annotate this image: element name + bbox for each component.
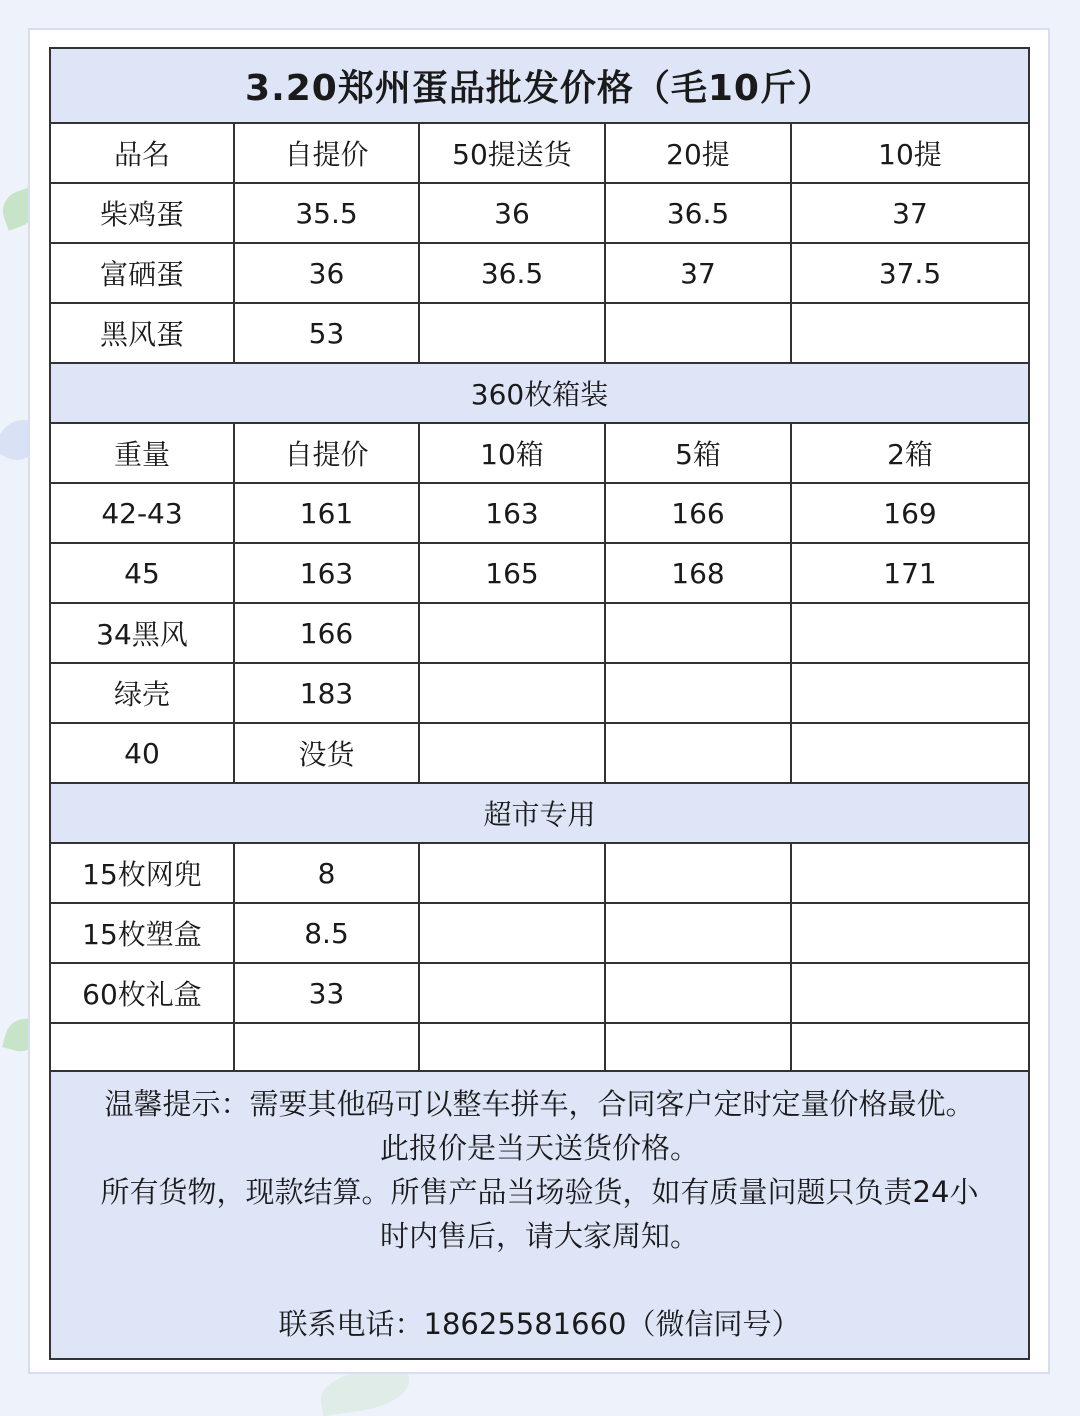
price-cell: 36.5 xyxy=(420,244,606,302)
price-cell xyxy=(420,904,606,962)
price-cell: 8.5 xyxy=(235,904,420,962)
price-cell xyxy=(420,964,606,1022)
header-cell: 品名 xyxy=(51,124,235,182)
header-cell: 10提 xyxy=(878,138,942,171)
price-cell xyxy=(606,604,792,662)
price-cell: 36.5 xyxy=(606,184,792,242)
header-cell: 20提 xyxy=(606,124,792,182)
price-sheet xyxy=(49,47,1030,1360)
header-cell: 10箱 xyxy=(420,424,606,482)
price-cell xyxy=(420,664,606,722)
price-cell: 35.5 xyxy=(235,184,420,242)
table2-header-row xyxy=(51,424,1028,484)
price-cell: 166 xyxy=(606,484,792,542)
price-cell xyxy=(792,304,1028,362)
table-row xyxy=(51,964,1028,1024)
product-name-cell: 富硒蛋 xyxy=(51,244,235,302)
header-cell: 2箱 xyxy=(887,438,933,471)
price-cell: 161 xyxy=(235,484,420,542)
notes-line: 所有货物，现款结算。所售产品当场验货，如有质量问题只负责24小 xyxy=(100,1175,979,1209)
price-cell xyxy=(606,664,792,722)
price-cell xyxy=(420,304,606,362)
weight-cell: 34黑风 xyxy=(51,604,235,662)
price-cell: 36 xyxy=(235,244,420,302)
table-row xyxy=(51,184,1028,244)
price-cell: 8 xyxy=(235,844,420,902)
price-cell: 37 xyxy=(892,196,928,230)
weight-cell: 45 xyxy=(51,544,235,602)
price-cell: 165 xyxy=(420,544,606,602)
table1-header-row xyxy=(51,124,1028,184)
price-cell: 没货 xyxy=(235,724,420,782)
table-row xyxy=(51,244,1028,304)
price-cell xyxy=(606,964,792,1022)
section-title-box: 360枚箱装 xyxy=(51,364,1028,424)
price-cell xyxy=(420,844,606,902)
table-row xyxy=(51,904,1028,964)
header-cell: 自提价 xyxy=(235,124,420,182)
spacer xyxy=(59,1258,1020,1302)
price-cell: 53 xyxy=(235,304,420,362)
price-cell xyxy=(792,964,1028,1022)
product-name-cell: 60枚礼盒 xyxy=(51,964,235,1022)
empty-cell xyxy=(420,1024,606,1070)
price-cell xyxy=(792,844,1028,902)
price-cell xyxy=(792,904,1028,962)
table-row xyxy=(51,724,1028,784)
empty-cell xyxy=(51,1024,235,1070)
price-cell xyxy=(606,904,792,962)
price-cell: 168 xyxy=(606,544,792,602)
price-cell xyxy=(792,724,1028,782)
notes-line: 时内售后，请大家周知。 xyxy=(379,1219,699,1253)
price-cell xyxy=(606,304,792,362)
product-name-cell: 柴鸡蛋 xyxy=(51,184,235,242)
price-cell xyxy=(792,604,1028,662)
notes-box xyxy=(51,1072,1028,1358)
notes-line: 此报价是当天送货价格。 xyxy=(379,1131,699,1165)
product-name-cell: 15枚塑盒 xyxy=(51,904,235,962)
price-cell: 169 xyxy=(883,496,937,530)
table-row xyxy=(51,484,1028,544)
page-title: 3.20郑州蛋品批发价格（毛10斤） xyxy=(51,49,1028,124)
weight-cell: 绿壳 xyxy=(51,664,235,722)
product-name-cell: 15枚网兜 xyxy=(51,844,235,902)
price-cell xyxy=(792,664,1028,722)
header-cell: 50提送货 xyxy=(420,124,606,182)
price-cell: 36 xyxy=(420,184,606,242)
empty-cell xyxy=(606,1024,792,1070)
price-cell: 163 xyxy=(420,484,606,542)
notes-line: 温馨提示：需要其他码可以整车拼车，合同客户定时定量价格最优。 xyxy=(104,1087,975,1121)
price-cell xyxy=(606,844,792,902)
section-title-box: 超市专用 xyxy=(51,784,1028,844)
weight-cell: 40 xyxy=(51,724,235,782)
price-cell: 33 xyxy=(235,964,420,1022)
price-cell xyxy=(420,724,606,782)
price-cell xyxy=(606,724,792,782)
table-row xyxy=(51,304,1028,364)
header-cell: 自提价 xyxy=(235,424,420,482)
header-cell: 重量 xyxy=(51,424,235,482)
empty-cell xyxy=(792,1024,1028,1070)
empty-cell xyxy=(235,1024,420,1070)
table-row xyxy=(51,1024,1028,1072)
product-name-cell: 黑风蛋 xyxy=(51,304,235,362)
price-cell: 37 xyxy=(606,244,792,302)
table-row xyxy=(51,544,1028,604)
price-cell: 163 xyxy=(235,544,420,602)
price-cell: 166 xyxy=(235,604,420,662)
table-row xyxy=(51,604,1028,664)
price-cell: 37.5 xyxy=(878,256,942,290)
table-row xyxy=(51,664,1028,724)
contact-phone: 联系电话：18625581660（微信同号） xyxy=(278,1307,801,1341)
price-cell: 183 xyxy=(235,664,420,722)
weight-cell: 42-43 xyxy=(51,484,235,542)
price-cell: 171 xyxy=(883,556,937,590)
table-row xyxy=(51,844,1028,904)
price-cell xyxy=(420,604,606,662)
header-cell: 5箱 xyxy=(606,424,792,482)
